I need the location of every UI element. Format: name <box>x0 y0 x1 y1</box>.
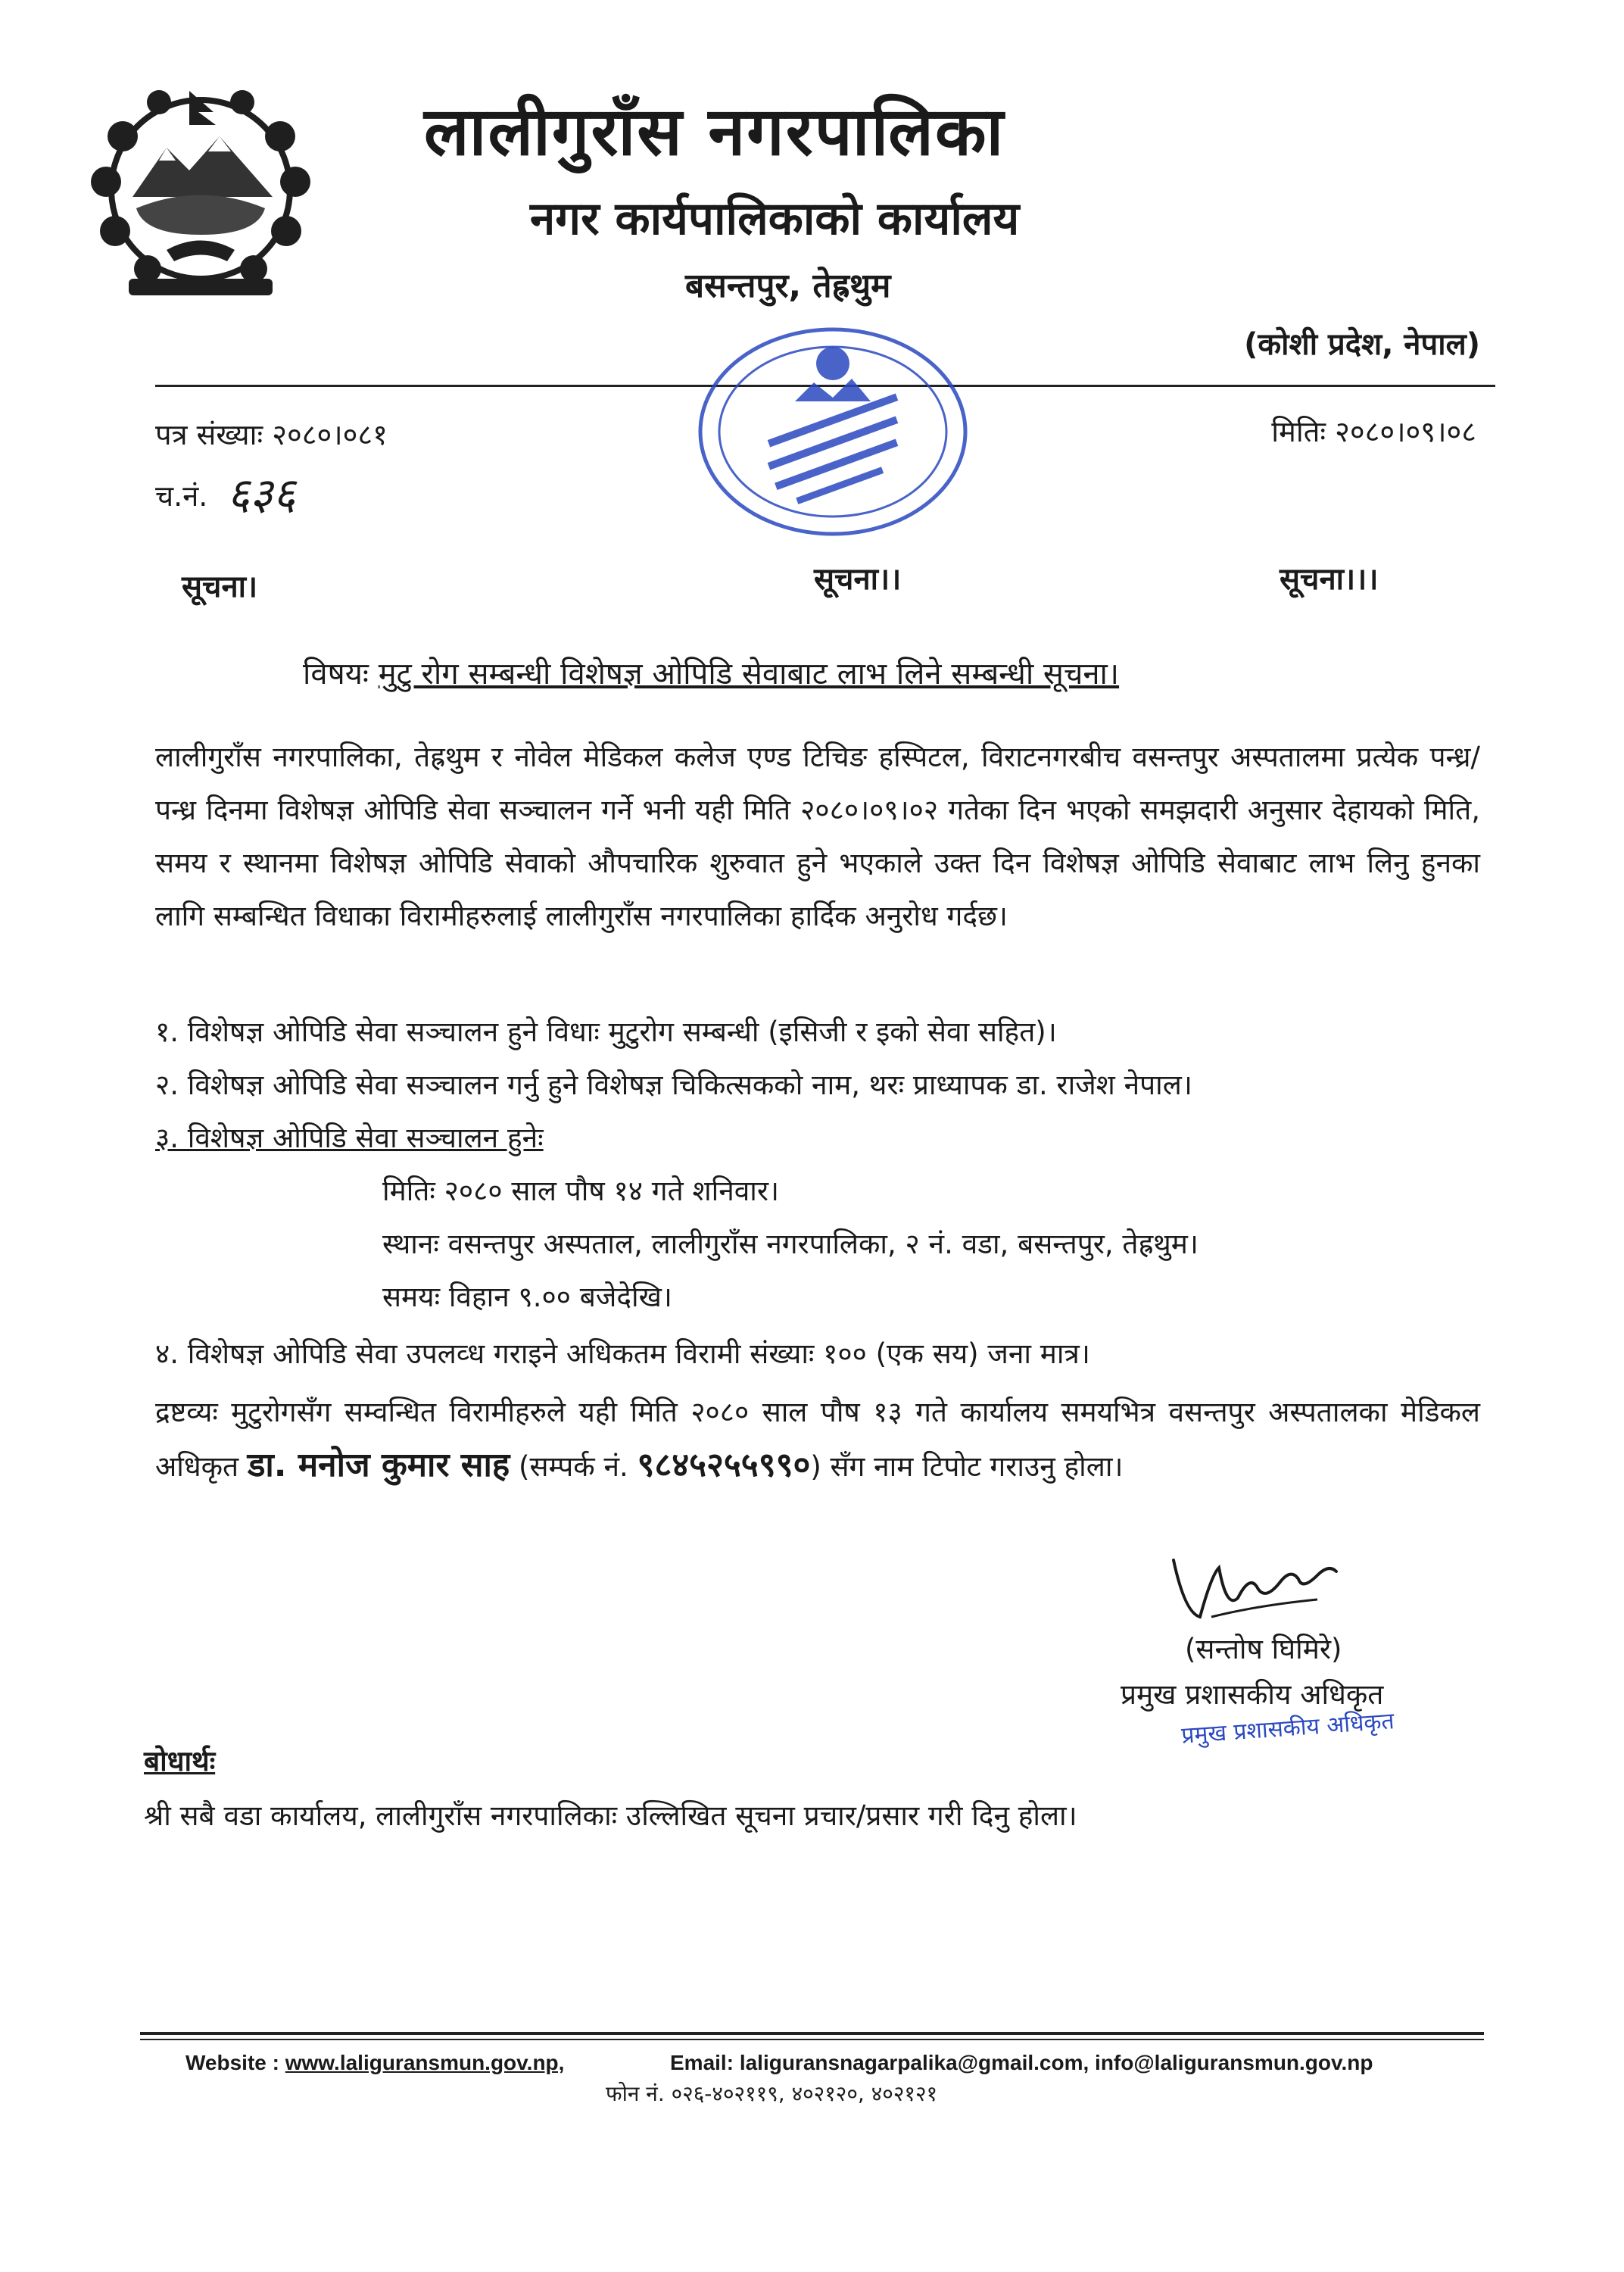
office-seal-stamp-icon <box>681 318 984 545</box>
letter-date: मितिः २०८०।०९।०८ <box>1271 415 1476 448</box>
email-label: Email: <box>670 2051 734 2074</box>
subject-text: मुटु रोग सम्बन्धी विशेषज्ञ ओपिडि सेवाबाट लाभ लिने सम्बन्धी सूचना। <box>378 657 1120 691</box>
handwritten-signature-icon <box>1166 1545 1340 1628</box>
signer-designation: प्रमुख प्रशासकीय अधिकृत <box>1121 1678 1384 1711</box>
designation-stamp: प्रमुख प्रशासकीय अधिकृत <box>1180 1708 1395 1749</box>
signer-name: (सन्तोष घिमिरे) <box>1185 1633 1342 1665</box>
notice-heading-2: सूचना।। <box>814 562 902 597</box>
footer-website <box>185 2051 564 2075</box>
organization-title: लालीगुराँस नगरपालिका <box>424 92 1005 170</box>
doctor-name: डा. मनोज कुमार साह <box>247 1446 510 1484</box>
notice-heading-1: सूचना। <box>182 570 258 604</box>
website-label: Website : <box>185 2051 279 2074</box>
note-paragraph <box>155 1386 1480 1493</box>
cc-label: बोधार्थः <box>144 1745 216 1777</box>
email-addresses[interactable]: laliguransnagarpalika@gmail.com, info@laliguransmun.gov.np <box>739 2051 1373 2074</box>
office-location: बसन्तपुर, तेह्रथुम <box>685 267 891 305</box>
nepal-government-emblem-icon <box>76 68 326 311</box>
footer-divider <box>140 2032 1484 2035</box>
website-link[interactable]: www.laliguransmun.gov.np, <box>285 2051 565 2074</box>
letter-number: पत्र संख्याः २०८०।०८१ <box>155 418 388 451</box>
service-date: मितिः २०८० साल पौष १४ गते शनिवार। <box>382 1175 780 1207</box>
body-paragraph: लालीगुराँस नगरपालिका, तेह्रथुम र नोवेल मेडिकल कलेज एण्ड टिचिङ हस्पिटल, विराटनगरबीच वसन्तपुर अस्पतालमा प्रत्येक पन्ध्र/पन्ध्र दिनमा विशेषज्ञ ओपिडि सेवा सञ्चालन गर्ने भनी यही मिति २०८०।०९।०२ गतेका दिन भएको समझदारी अनुसार देहायको मिति, समय र स्थानमा विशेषज्ञ ओपिडि सेवाको औपचारिक शुरुवात हुने भएकाले उक्त दिन विशेषज्ञ ओपिडि सेवाबाट लाभ लिनु हुनका लागि सम्बन्धित विधाका विरामीहरुलाई लालीगुराँस नगरपालिका हार्दिक अनुरोध गर्दछ। <box>155 741 1480 932</box>
footer-phone: फोन नं. ०२६-४०२११९, ४०२१२०, ४०२१२१ <box>606 2081 938 2106</box>
office-subtitle: नगर कार्यपालिकाको कार्यालय <box>530 192 1020 245</box>
subject-label: विषयः <box>303 657 369 691</box>
cc-text: श्री सबै वडा कार्यालय, लालीगुराँस नगरपालिकाः उल्लिखित सूचना प्रचार/प्रसार गरी दिनु होला। <box>144 1799 1077 1832</box>
notice-heading-3: सूचना।।। <box>1280 562 1379 597</box>
footer-email <box>670 2051 1373 2075</box>
item-1: १. विशेषज्ञ ओपिडि सेवा सञ्चालन हुने विधाः मुटुरोग सम्बन्धी (इसिजी र इको सेवा सहित)। <box>155 1016 1057 1048</box>
service-place: स्थानः वसन्तपुर अस्पताल, लालीगुराँस नगरपालिका, २ नं. वडा, बसन्तपुर, तेह्रथुम। <box>382 1228 1199 1260</box>
service-time: समयः विहान ९.०० बजेदेखि। <box>382 1281 672 1313</box>
item-2: २. विशेषज्ञ ओपिडि सेवा सञ्चालन गर्नु हुने विशेषज्ञ चिकित्सकको नाम, थरः प्राध्यापक डा. राजेश नेपाल। <box>155 1069 1192 1101</box>
dispatch-number-label: च.नं. <box>155 479 208 513</box>
note-part-1: द्रष्टव्यः मुटुरोगसँग सम्वन्धित विरामीहरुले यही मिति २०८० साल पौष १३ गते कार्यालय समयभित्र वसन्तपुर अस्पतालका मेडिकल अधिकृत <box>155 1396 1480 1483</box>
dispatch-number-handwritten: ६३६ <box>227 468 296 520</box>
note-part-2: (सम्पर्क नं. <box>510 1450 637 1483</box>
footer-divider-thin <box>140 2039 1484 2040</box>
item-3 <box>155 1117 544 1156</box>
contact-number: ९८४५२५५९९० <box>637 1446 811 1484</box>
subject-line <box>303 651 1119 693</box>
item-3-label: ३. विशेषज्ञ ओपिडि सेवा सञ्चालन हुनेः <box>155 1122 544 1154</box>
item-4: ४. विशेषज्ञ ओपिडि सेवा उपलव्ध गराइने अधिकतम विरामी संख्याः १०० (एक सय) जना मात्र। <box>155 1337 1090 1370</box>
note-part-3: ) सँग नाम टिपोट गराउनु होला। <box>810 1450 1124 1483</box>
province-label: (कोशी प्रदेश, नेपाल) <box>1244 327 1480 362</box>
